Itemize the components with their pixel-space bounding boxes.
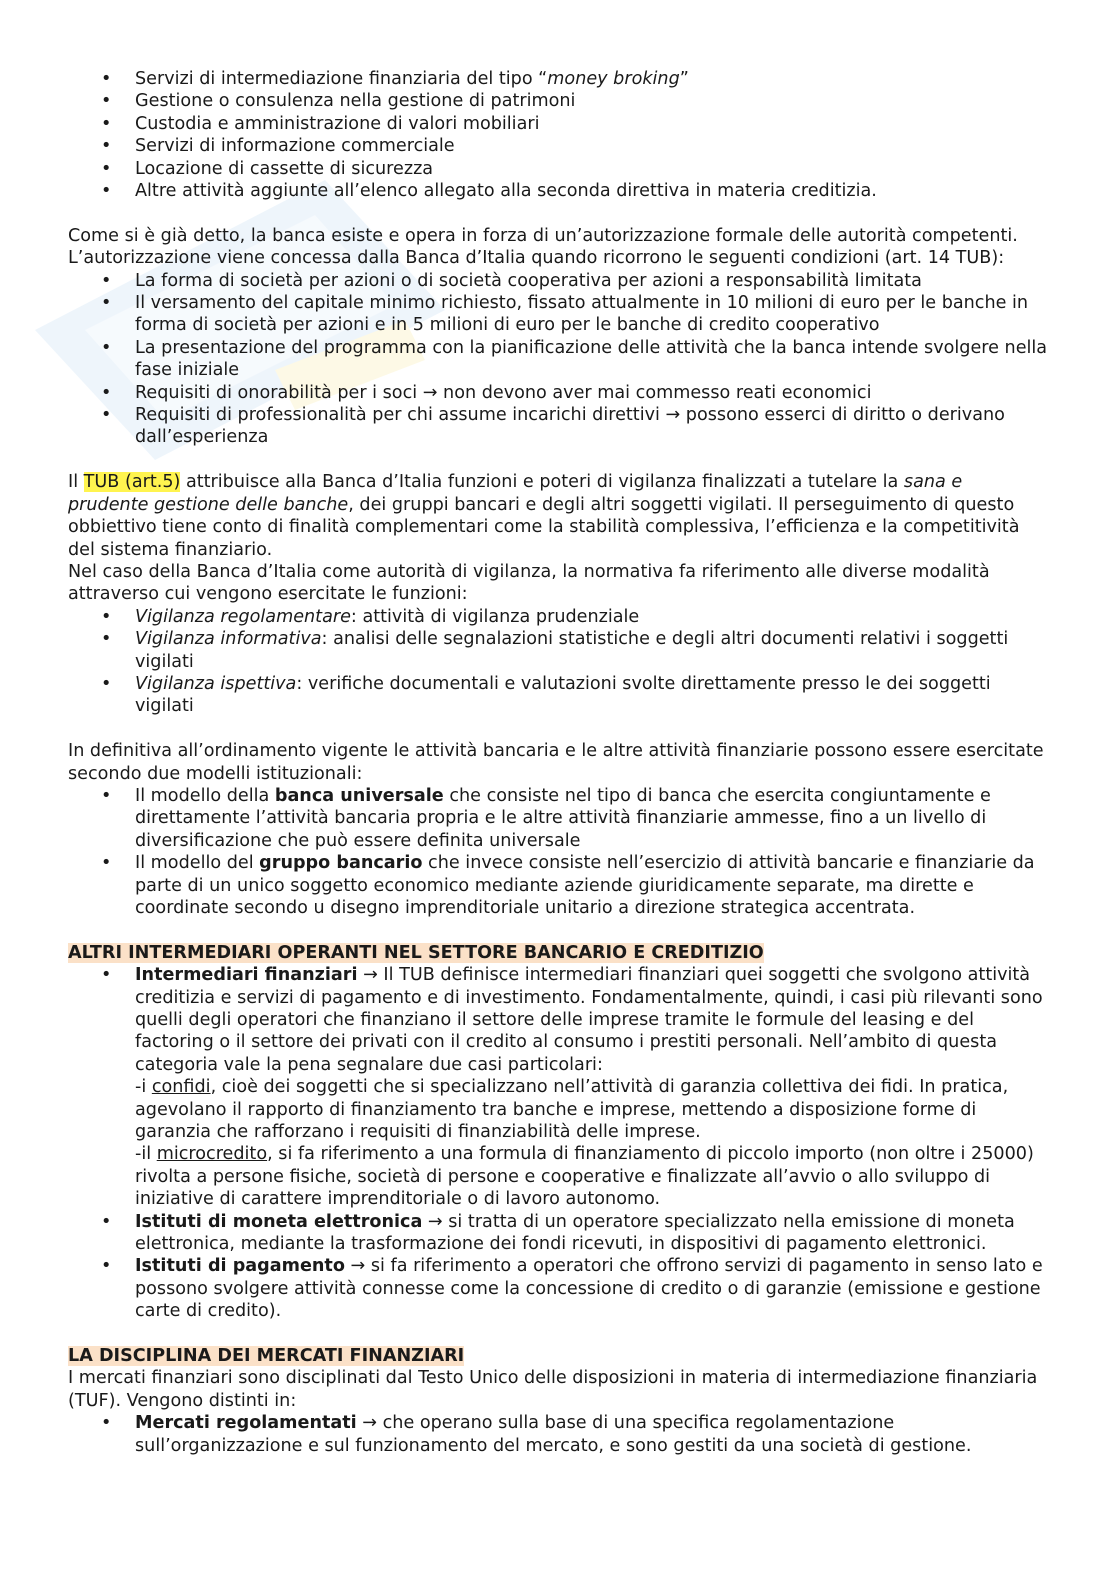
list-item: • Il modello del gruppo bancario che invece consiste nell’esercizio di attività bancarie e finanziarie da parte di un unico soggetto economico mediante aziende giuridicamente separate, ma dirette e coordinate secondo u disegno imprenditoriale unitario a direzione strategica accentrata. [68,852,1048,919]
list-item: • Gestione o consulenza nella gestione di patrimoni [68,90,1048,112]
list-item: • Altre attività aggiunte all’elenco allegato alla seconda direttiva in materia creditizia. [68,180,1048,202]
list-item: • Locazione di cassette di sicurezza [68,158,1048,180]
paragraph-tub: Il TUB (art.5) attribuisce alla Banca d’Italia funzioni e poteri di vigilanza finalizzati a tutelare la sana e prudente gestione delle banche, dei gruppi bancari e degli altri soggetti vigilati. Il perseguimento di questo obbiettivo tiene conto di finalità complementari come la stabilità complessiva, l’efficienza e la competitività del sistema finanziario. [68,472,1020,560]
intermediari-list [68,964,1048,1323]
list-item: • La forma di società per azioni o di società cooperativa per azioni a responsabilità limitata [68,270,1048,292]
list-item: • Custodia e amministrazione di valori mobiliari [68,113,1048,135]
section-heading: ALTRI INTERMEDIARI OPERANTI NEL SETTORE BANCARIO E CREDITIZIO [68,942,764,963]
list-item: • Vigilanza ispettiva: verifiche documentali e valutazioni svolte direttamente presso le dei soggetti vigilati [68,673,1048,718]
list-item: • Servizi di informazione commerciale [68,135,1048,157]
vigilanza-list [68,606,1048,718]
list-item: • Intermediari finanziari → Il TUB definisce intermediari finanziari quei soggetti che svolgono attività creditizia e servizi di pagamento e di investimento. Fondamentalmente, quindi, i casi più rilevanti sono quelli degli operatori che finanziano il settore delle imprese tramite le formule del leasing e del factoring o il settore dei privati con il credito al consumo i prestiti personali. Nell’ambito di questa categoria vale la pena segnalare due casi particolari: -i confidi, cioè dei soggetti che si specializzano nell’attività di garanzia collettiva dei fidi. In pratica, agevolano il rapporto di finanziamento tra banche e imprese, mettendo a disposizione forme di garanzia che rafforzano i requisiti di finanziabilità delle imprese. -il microcredito, si fa riferimento a una formula di finanziamento di piccolo importo (non oltre i 25000) rivolta a persone fisiche, società di persone e cooperative e finalizzate all’avvio o allo sviluppo di iniziative di carattere imprenditoriale o di lavoro autonomo. [68,964,1048,1210]
document-page [68,68,1048,1457]
paragraph-autorizzazione: Come si è già detto, la banca esiste e opera in forza di un’autorizzazione formale delle autorità competenti. L’autorizzazione viene concessa dalla Banca d’Italia quando ricorrono le seguenti condizioni (art. 14 TUB): [68,225,1018,269]
conditions-list [68,270,1048,449]
paragraph-vigilanza: Nel caso della Banca d’Italia come autorità di vigilanza, la normativa fa riferimento alle diverse modalità attraverso cui vengono esercitate le funzioni: [68,561,990,605]
list-item: • La presentazione del programma con la pianificazione delle attività che la banca intende svolgere nella fase iniziale [68,337,1048,382]
list-item: • Vigilanza informativa: analisi delle segnalazioni statistiche e degli altri documenti relativi i soggetti vigilati [68,628,1048,673]
list-item: • Vigilanza regolamentare: attività di vigilanza prudenziale [68,606,1048,628]
paragraph-tuf: I mercati finanziari sono disciplinati dal Testo Unico delle disposizioni in materia di intermediazione finanziaria (TUF). Vengono distinti in: [68,1368,1038,1411]
list-item: • Mercati regolamentati → che operano sulla base di una specifica regolamentazione sull’organizzazione e sul funzionamento del mercato, e sono gestiti da una società di gestione. [68,1412,1048,1457]
list-item: • Requisiti di onorabilità per i soci → non devono aver mai commesso reati economici [68,382,1048,404]
mercati-list [68,1412,1048,1457]
highlight-tub: TUB (art.5) [83,472,181,493]
modelli-list [68,785,1048,919]
list-item: • Il versamento del capitale minimo richiesto, fissato attualmente in 10 milioni di euro per le banche in forma di società per azioni e in 5 milioni di euro per le banche di credito cooperativo [68,292,1048,337]
section-heading: LA DISCIPLINA DEI MERCATI FINANZIARI [68,1346,465,1367]
list-item: • Istituti di pagamento → si fa riferimento a operatori che offrono servizi di pagamento in senso lato e possono svolgere attività connesse come la concessione di credito o di garanzie (emissione e gestione carte di credito). [68,1255,1048,1322]
list-item: • Servizi di intermediazione finanziaria del tipo “money broking” [68,68,1048,90]
paragraph-modelli: In definitiva all’ordinamento vigente le attività bancaria e le altre attività finanziarie possono essere esercitate secondo due modelli istituzionali: [68,741,1044,784]
list-item: • Il modello della banca universale che consiste nel tipo di banca che esercita congiuntamente e direttamente l’attività bancaria propria e le altre attività finanziarie ammesse, fino a un livello di diversificazione che può essere definita universale [68,785,1048,852]
list-item: • Requisiti di professionalità per chi assume incarichi direttivi → possono esserci di diritto o derivano dall’esperienza [68,404,1048,449]
services-list [68,68,1048,202]
list-item: • Istituti di moneta elettronica → si tratta di un operatore specializzato nella emissione di moneta elettronica, mediante la trasformazione dei fondi ricevuti, in dispositivi di pagamento elettronici. [68,1211,1048,1256]
